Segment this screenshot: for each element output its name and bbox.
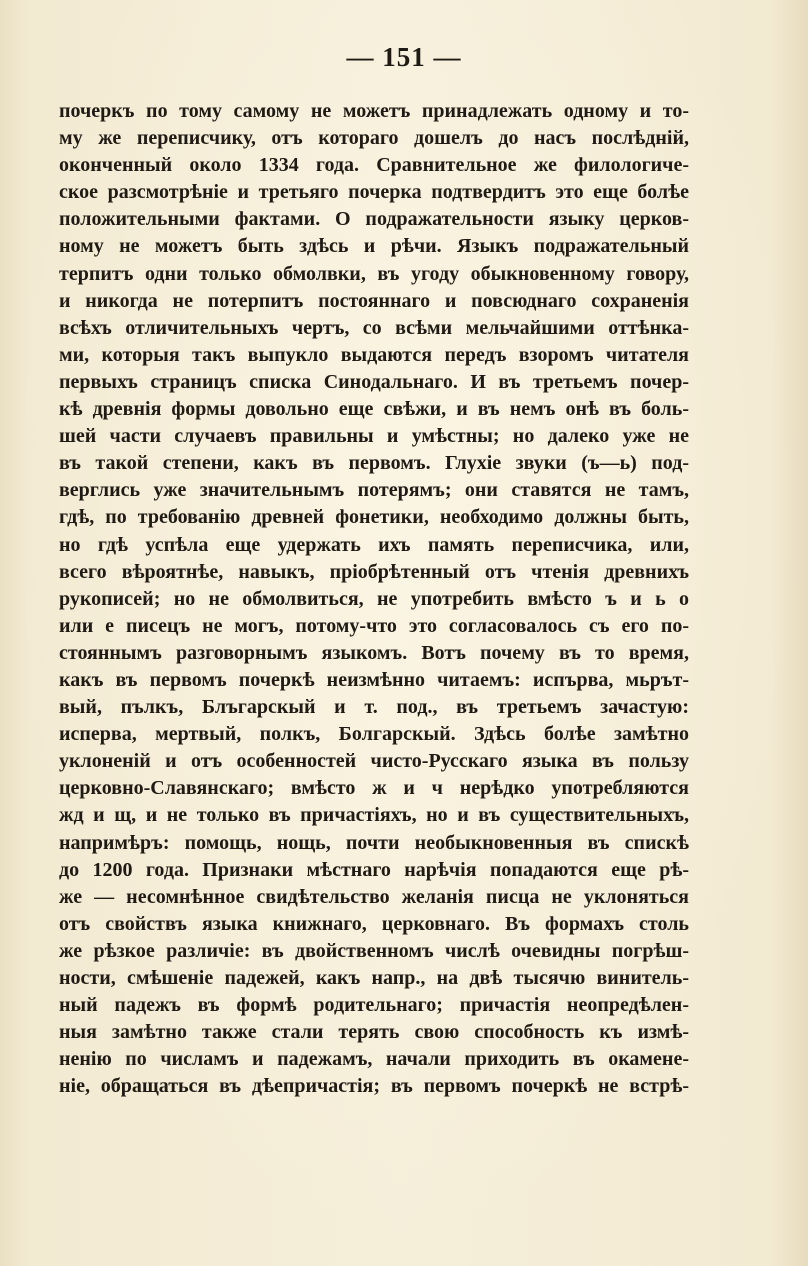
text-line: вый, пълкъ, Блъгарскый и т. под., въ третьемъ зачастую: xyxy=(59,696,689,719)
text-line: нiе, обращаться въ дѣепричастiя; въ первомъ почеркѣ не встрѣ- xyxy=(59,1075,689,1098)
text-line: рукописей; но не обмолвиться, не употребить вмѣсто ъ и ь о xyxy=(59,587,689,610)
text-line: же рѣзкое различiе: въ двойственномъ числѣ очевидны погрѣш- xyxy=(59,939,689,962)
page-number-header: — 151 — xyxy=(346,42,462,72)
text-line: шей части случаевъ правильны и умѣстны; но далеко уже не xyxy=(59,425,689,448)
text-line: ненiю по числамъ и падежамъ, начали приходить въ окамене- xyxy=(59,1048,689,1071)
text-line: и никогда не потерпитъ постояннаго и повсюднаго сохраненiя xyxy=(59,289,689,312)
text-line: но гдѣ успѣла еще удержать ихъ память переписчика, или, xyxy=(59,533,689,556)
text-line: кѣ древнiя формы довольно еще свѣжи, и въ немъ онѣ въ боль- xyxy=(59,398,689,421)
text-line: стояннымъ разговорнымъ языкомъ. Вотъ почему въ то время, xyxy=(59,641,689,664)
text-line: му же переписчику, отъ котораго дошелъ до насъ послѣднiй, xyxy=(59,127,689,150)
text-line: напримѣръ: помощь, нощь, почти необыкновенныя въ спискѣ xyxy=(59,831,689,854)
text-line: уклоненiй и отъ особенностей чисто-Русскаго языка въ пользу xyxy=(59,750,689,773)
text-line: ный падежъ въ формѣ родительнаго; причастiя неопредѣлен- xyxy=(59,994,689,1017)
text-line: ному не можетъ быть здѣсь и рѣчи. Языкъ подражательный xyxy=(59,235,689,258)
text-line: жд и щ, и не только въ причастiяхъ, но и въ существительныхъ, xyxy=(59,804,689,827)
text-line: всѣхъ отличительныхъ чертъ, со всѣми мельчайшими оттѣнка- xyxy=(59,316,689,339)
text-line: ности, смѣшенiе падежей, какъ напр., на двѣ тысячю винитель- xyxy=(59,967,689,989)
text-line: гдѣ, по требованiю древней фонетики, необходимо должны быть, xyxy=(59,506,689,529)
text-line: ныя замѣтно также стали терять свою способность къ измѣ- xyxy=(59,1021,689,1044)
text-line: ми, которыя такъ выпукло выдаются передъ взоромъ читателя xyxy=(59,343,689,366)
text-line: церковно-Славянскаго; вмѣсто ж и ч нерѣдко употребляются xyxy=(59,777,689,800)
text-line: какъ въ первомъ почеркѣ неизмѣнно читаемъ: испърва, мьрът- xyxy=(59,668,689,691)
text-line: положительными фактами. О подражательности языку церков- xyxy=(59,208,689,231)
text-line: терпитъ одни только обмолвки, въ угоду обыкновенному говору, xyxy=(59,262,689,285)
text-line: до 1200 года. Признаки мѣстнаго нарѣчiя попадаются еще рѣ- xyxy=(59,858,689,881)
text-line: или е писецъ не могъ, потому-что это согласовалось съ его по- xyxy=(59,614,689,637)
text-line: оконченный около 1334 года. Сравнительное же филологиче- xyxy=(59,154,689,177)
body-text xyxy=(59,98,689,1100)
text-line: въ такой степени, какъ въ первомъ. Глухiе звуки (ъ—ь) под- xyxy=(59,452,689,475)
text-line: всего вѣроятнѣе, навыкъ, прiобрѣтенный отъ чтенiя древнихъ xyxy=(59,560,689,583)
text-line: верглись уже значительнымъ потерямъ; они ставятся не тамъ, xyxy=(59,479,689,502)
text-line: отъ свойствъ языка книжнаго, церковнаго. Въ формахъ столь xyxy=(59,912,689,935)
text-line: же — несомнѣнное свидѣтельство желанiя писца не уклоняться xyxy=(59,885,689,908)
text-line: первыхъ страницъ списка Синодальнаго. И въ третьемъ почер- xyxy=(59,370,689,393)
text-line: ское разсмотрѣнiе и третьяго почерка подтвердитъ это еще болѣе xyxy=(59,181,689,204)
text-line: почеркъ по тому самому не можетъ принадлежать одному и то- xyxy=(59,100,689,122)
text-line: исперва, мертвый, полкъ, Болгарскый. Здѣсь болѣе замѣтно xyxy=(59,723,689,746)
